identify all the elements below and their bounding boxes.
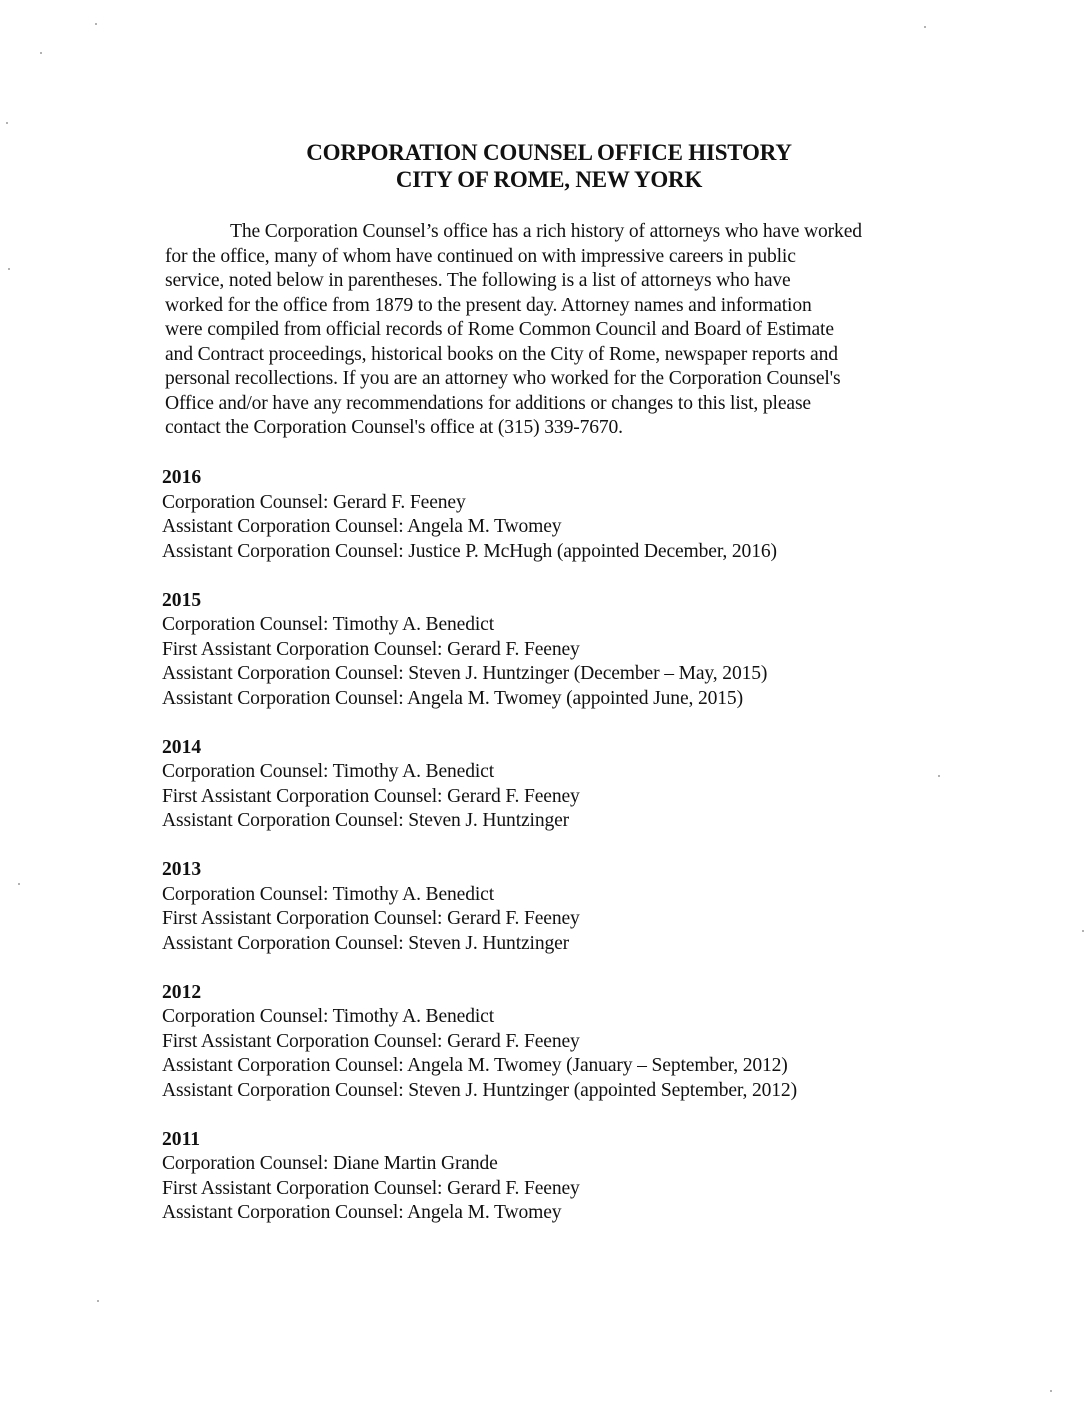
staff-entry: Assistant Corporation Counsel: Angela M. Twomey (appointed June, 2015) <box>162 687 743 709</box>
staff-entry: First Assistant Corporation Counsel: Gerard F. Feeney <box>162 1030 580 1052</box>
staff-entry: First Assistant Corporation Counsel: Gerard F. Feeney <box>162 1177 580 1199</box>
staff-entry: Assistant Corporation Counsel: Steven J. Huntzinger <box>162 810 570 831</box>
year-heading: 2012 <box>162 981 202 1003</box>
intro-line: service, noted below in parentheses. The following is a list of attorneys who have <box>165 270 791 291</box>
scan-speck <box>1082 930 1084 932</box>
intro-line: contact the Corporation Counsel's office at (315) 339-7670. <box>165 417 623 438</box>
intro-paragraph <box>165 220 945 441</box>
scan-speck <box>97 1300 99 1302</box>
staff-entry: First Assistant Corporation Counsel: Gerard F. Feeney <box>162 638 580 660</box>
intro-line: and Contract proceedings, historical books on the City of Rome, newspaper reports and <box>165 343 838 365</box>
scan-speck <box>95 23 97 25</box>
year-heading: 2013 <box>162 859 202 880</box>
scan-speck <box>18 883 20 885</box>
staff-entry: Assistant Corporation Counsel: Steven J. Huntzinger (December – May, 2015) <box>162 663 768 684</box>
scan-speck <box>8 268 10 270</box>
intro-line: worked for the office from 1879 to the present day. Attorney names and information <box>165 294 812 316</box>
staff-entry: Assistant Corporation Counsel: Justice P. McHugh (appointed December, 2016) <box>162 540 777 562</box>
year-section-2012 <box>162 981 942 1104</box>
scan-speck <box>40 52 42 54</box>
scan-speck <box>938 775 940 777</box>
staff-entry: Corporation Counsel: Timothy A. Benedict <box>162 614 495 635</box>
staff-entry: Corporation Counsel: Gerard F. Feeney <box>162 491 466 513</box>
year-heading: 2011 <box>162 1128 201 1150</box>
staff-entry: Assistant Corporation Counsel: Steven J. Huntzinger (appointed September, 2012) <box>162 1079 797 1101</box>
year-section-2016 <box>162 466 942 564</box>
intro-line: Office and/or have any recommendations for additions or changes to this list, please <box>165 392 811 414</box>
title-line-1: CORPORATION COUNSEL OFFICE HISTORY <box>306 140 792 165</box>
document-title <box>0 139 1088 193</box>
year-section-2014 <box>162 736 942 834</box>
year-section-2013 <box>162 858 942 956</box>
intro-line: personal recollections. If you are an attorney who worked for the Corporation Counsel's <box>165 368 841 389</box>
staff-entry: Assistant Corporation Counsel: Angela M. Twomey <box>162 516 562 537</box>
year-heading: 2014 <box>162 736 202 758</box>
intro-line: for the office, many of whom have continued on with impressive careers in public <box>165 245 796 267</box>
year-list <box>162 466 942 1250</box>
staff-entry: First Assistant Corporation Counsel: Gerard F. Feeney <box>162 908 580 929</box>
staff-entry: Corporation Counsel: Timothy A. Benedict <box>162 883 495 905</box>
year-heading: 2016 <box>162 467 202 488</box>
year-section-2011 <box>162 1128 942 1226</box>
scan-speck <box>6 122 8 124</box>
staff-entry: Corporation Counsel: Diane Martin Grande <box>162 1153 498 1174</box>
year-heading: 2015 <box>162 589 202 611</box>
staff-entry: First Assistant Corporation Counsel: Gerard F. Feeney <box>162 785 580 807</box>
staff-entry: Corporation Counsel: Timothy A. Benedict <box>162 1006 495 1027</box>
scan-speck <box>924 26 926 28</box>
staff-entry: Assistant Corporation Counsel: Steven J. Huntzinger <box>162 932 570 954</box>
intro-line: were compiled from official records of Rome Common Council and Board of Estimate <box>165 319 834 340</box>
title-line-2: CITY OF ROME, NEW YORK <box>395 167 703 192</box>
scan-speck <box>1050 1390 1052 1392</box>
year-section-2015 <box>162 589 942 712</box>
staff-entry: Assistant Corporation Counsel: Angela M. Twomey <box>162 1202 562 1223</box>
staff-entry: Corporation Counsel: Timothy A. Benedict <box>162 761 495 782</box>
staff-entry: Assistant Corporation Counsel: Angela M. Twomey (January – September, 2012) <box>162 1055 788 1076</box>
intro-line: The Corporation Counsel’s office has a rich history of attorneys who have worked <box>230 221 862 242</box>
